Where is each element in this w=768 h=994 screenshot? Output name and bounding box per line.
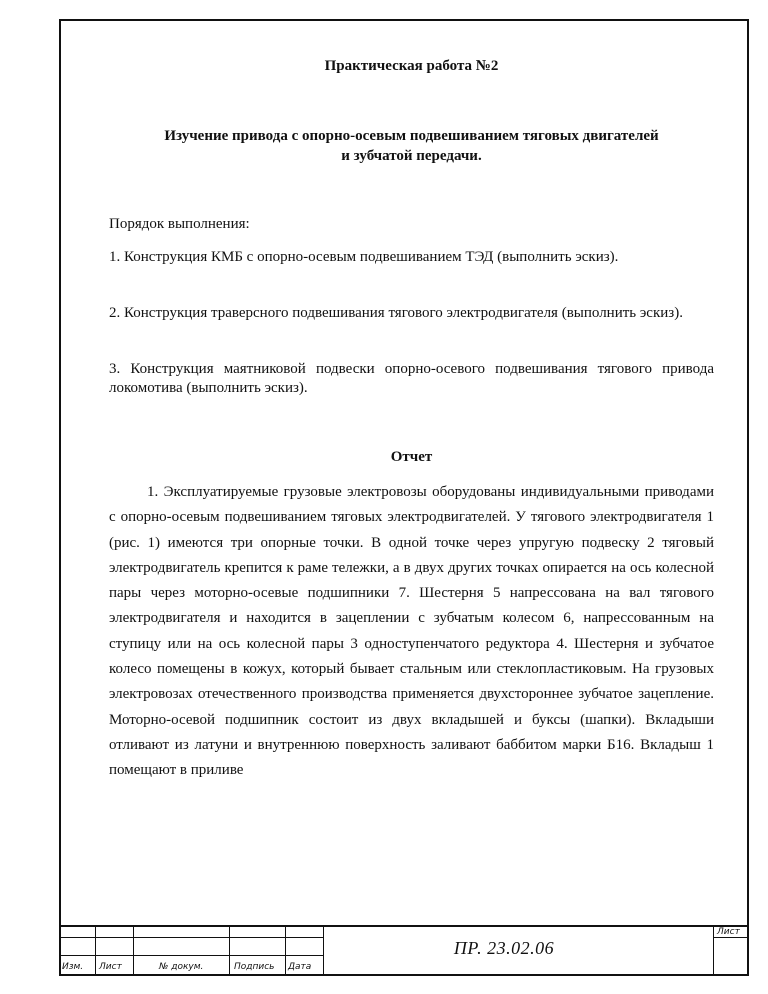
title-block — [59, 925, 749, 976]
title-block-top-border — [59, 925, 749, 927]
title-block-col-line — [229, 925, 230, 976]
stamp-label-podpis: Подпись — [234, 962, 275, 972]
document-code: ПР. 23.02.06 — [453, 938, 555, 958]
stamp-label-izm: Изм. — [62, 962, 84, 972]
subtitle-line-2: и зубчатой передачи. — [341, 148, 482, 164]
document-subtitle — [109, 126, 714, 166]
stamp-label-sheet: Лист — [717, 927, 740, 937]
title-block-col-line — [95, 925, 96, 976]
stamp-label-doc-no: № докум. — [159, 962, 204, 972]
document-title: Практическая работа №2 — [324, 58, 499, 74]
title-block-col-line — [133, 925, 134, 976]
step-2: 2. Конструкция траверсного подвешивания тягового электродвигателя (выполнить эскиз). — [109, 305, 683, 321]
step-3: 3. Конструкция маятниковой подвески опорно-осевого подвешивания тягового привода локомотива (выполнить эскиз). — [109, 361, 714, 396]
order-heading: Порядок выполнения: — [109, 216, 250, 232]
report-paragraph: 1. Эксплуатируемые грузовые электровозы оборудованы индивидуальными приводами с опорно-осевым подвешиванием тяговых электродвигателей. У тягового электродвигателя 1 (рис. 1) имеются три опорные точки. В одной точке через упругую подвеску 2 тяговый электродвигатель крепится к раме тележки, а в двух других точках опирается на ось колесной пары через моторно-осевые подшипники 7. Шестерня 5 напрессована на вал тягового электродвигателя и находится в зацеплении с зубчатым колесом 6, напрессованным на ступицу или на ось колесной пары 3 одноступенчатого редуктора 4. Шестерня и зубчатое колесо помещены в кожух, который бывает стальным или стеклопластиковым. На грузовых электровозах отечественного производства применяется двухстороннее зубчатое зацепление. Моторно-осевой подшипник состоит из двух вкладышей и буксы (шапки). Вкладыши отливают из латуни и внутреннюю поверхность заливают баббитом марки Б16. Вкладыш 1 помещают в приливе — [109, 484, 714, 779]
stamp-label-list: Лист — [99, 962, 122, 972]
title-block-col-line — [285, 925, 286, 976]
subtitle-line-1: Изучение привода с опорно-осевым подвешиванием тяговых двигателей — [164, 128, 659, 144]
sheet-box-line — [713, 937, 749, 938]
report-heading: Отчет — [390, 449, 433, 465]
stamp-label-data: Дата — [288, 962, 312, 972]
step-1: 1. Конструкция КМБ с опорно-осевым подвешиванием ТЭД (выполнить эскиз). — [109, 249, 619, 265]
sheet-box-line-vertical — [713, 925, 714, 976]
